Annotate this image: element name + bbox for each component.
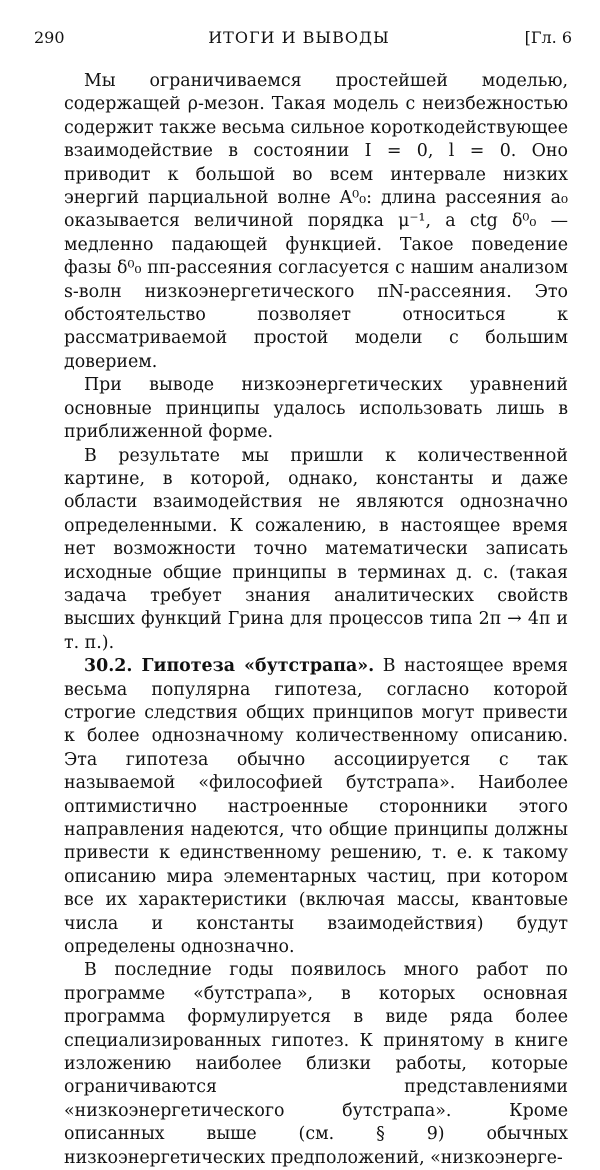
chapter-reference: [Гл. 6: [524, 28, 572, 47]
page-header: [26, 26, 572, 50]
section-heading: 30.2. Гипотеза «бутстрапа».: [84, 656, 375, 677]
paragraph-text: В последние годы появилось много работ по программе «бутстрапа», в которых основная программа формулируется в виде ряда более специализированных гипотез. К принятому в книге изложению наиболее близки работы, которые ограничиваются представлениями «низкоэнергетического бутстрапа». Кроме описанных выше (см. § 9) обычных низкоэнергетических предположений, «низкоэнерге-: [64, 960, 568, 1168]
paragraph-text: В настоящее время весьма популярна гипотеза, согласно которой строгие следствия общих принципов могут привести к более однозначному количественному описанию. Эта гипотеза обычно ассоциируется с так называемой «философией бутстрапа». Наиболее оптимистично настроенные сторонники этого направления надеются, что общие принципы должны привести к единственному решению, т. е. к такому описанию мира элементарных частиц, при котором все их характеристики (включая массы, квантовые числа и константы взаимодействия) будут определены однозначно.: [64, 656, 568, 958]
paragraph-quantitative-picture: [64, 445, 568, 656]
paragraph-text: При выводе низкоэнергетических уравнений основные принципы удалось использовать лишь в приближенной форме.: [64, 375, 568, 443]
page-number: 290: [34, 28, 65, 47]
body-text: [64, 70, 568, 1170]
paragraph-approximate-form: [64, 374, 568, 444]
paragraph-recent-works: [64, 959, 568, 1170]
paragraph-text: Мы ограничиваемся простейшей моделью, содержащей ρ-мезон. Такая модель с неизбежностью содержит также весьма сильное короткодействующее взаимодействие в состоянии I = 0, l = 0. Оно приводит к большой во всем интервале низких энергий парциальной волне A⁰₀: длина рассеяния a₀ оказывается величиной порядка μ⁻¹, а ctg δ⁰₀ — медленно падающей функцией. Такое поведение фазы δ⁰₀ ππ-рассеяния согласуется с нашим анализом s-волн низкоэнергетического πN-рассеяния. Это обстоятельство позволяет относиться к рассматриваемой простой модели с большим доверием.: [64, 71, 568, 372]
running-title: ИТОГИ И ВЫВОДЫ: [208, 28, 390, 47]
paragraph-model-description: [64, 70, 568, 374]
paragraph-text: В результате мы пришли к количественной картине, в которой, однако, константы и даже области взаимодействия не являются однозначно определенными. К сожалению, в настоящее время нет возможности точно математически записать исходные общие принципы в терминах д. с. (такая задача требует знания аналитических свойств высших функций Грина для процессов типа 2π → 4π и т. п.).: [64, 445, 568, 653]
paragraph-bootstrap-hypothesis: [64, 655, 568, 959]
